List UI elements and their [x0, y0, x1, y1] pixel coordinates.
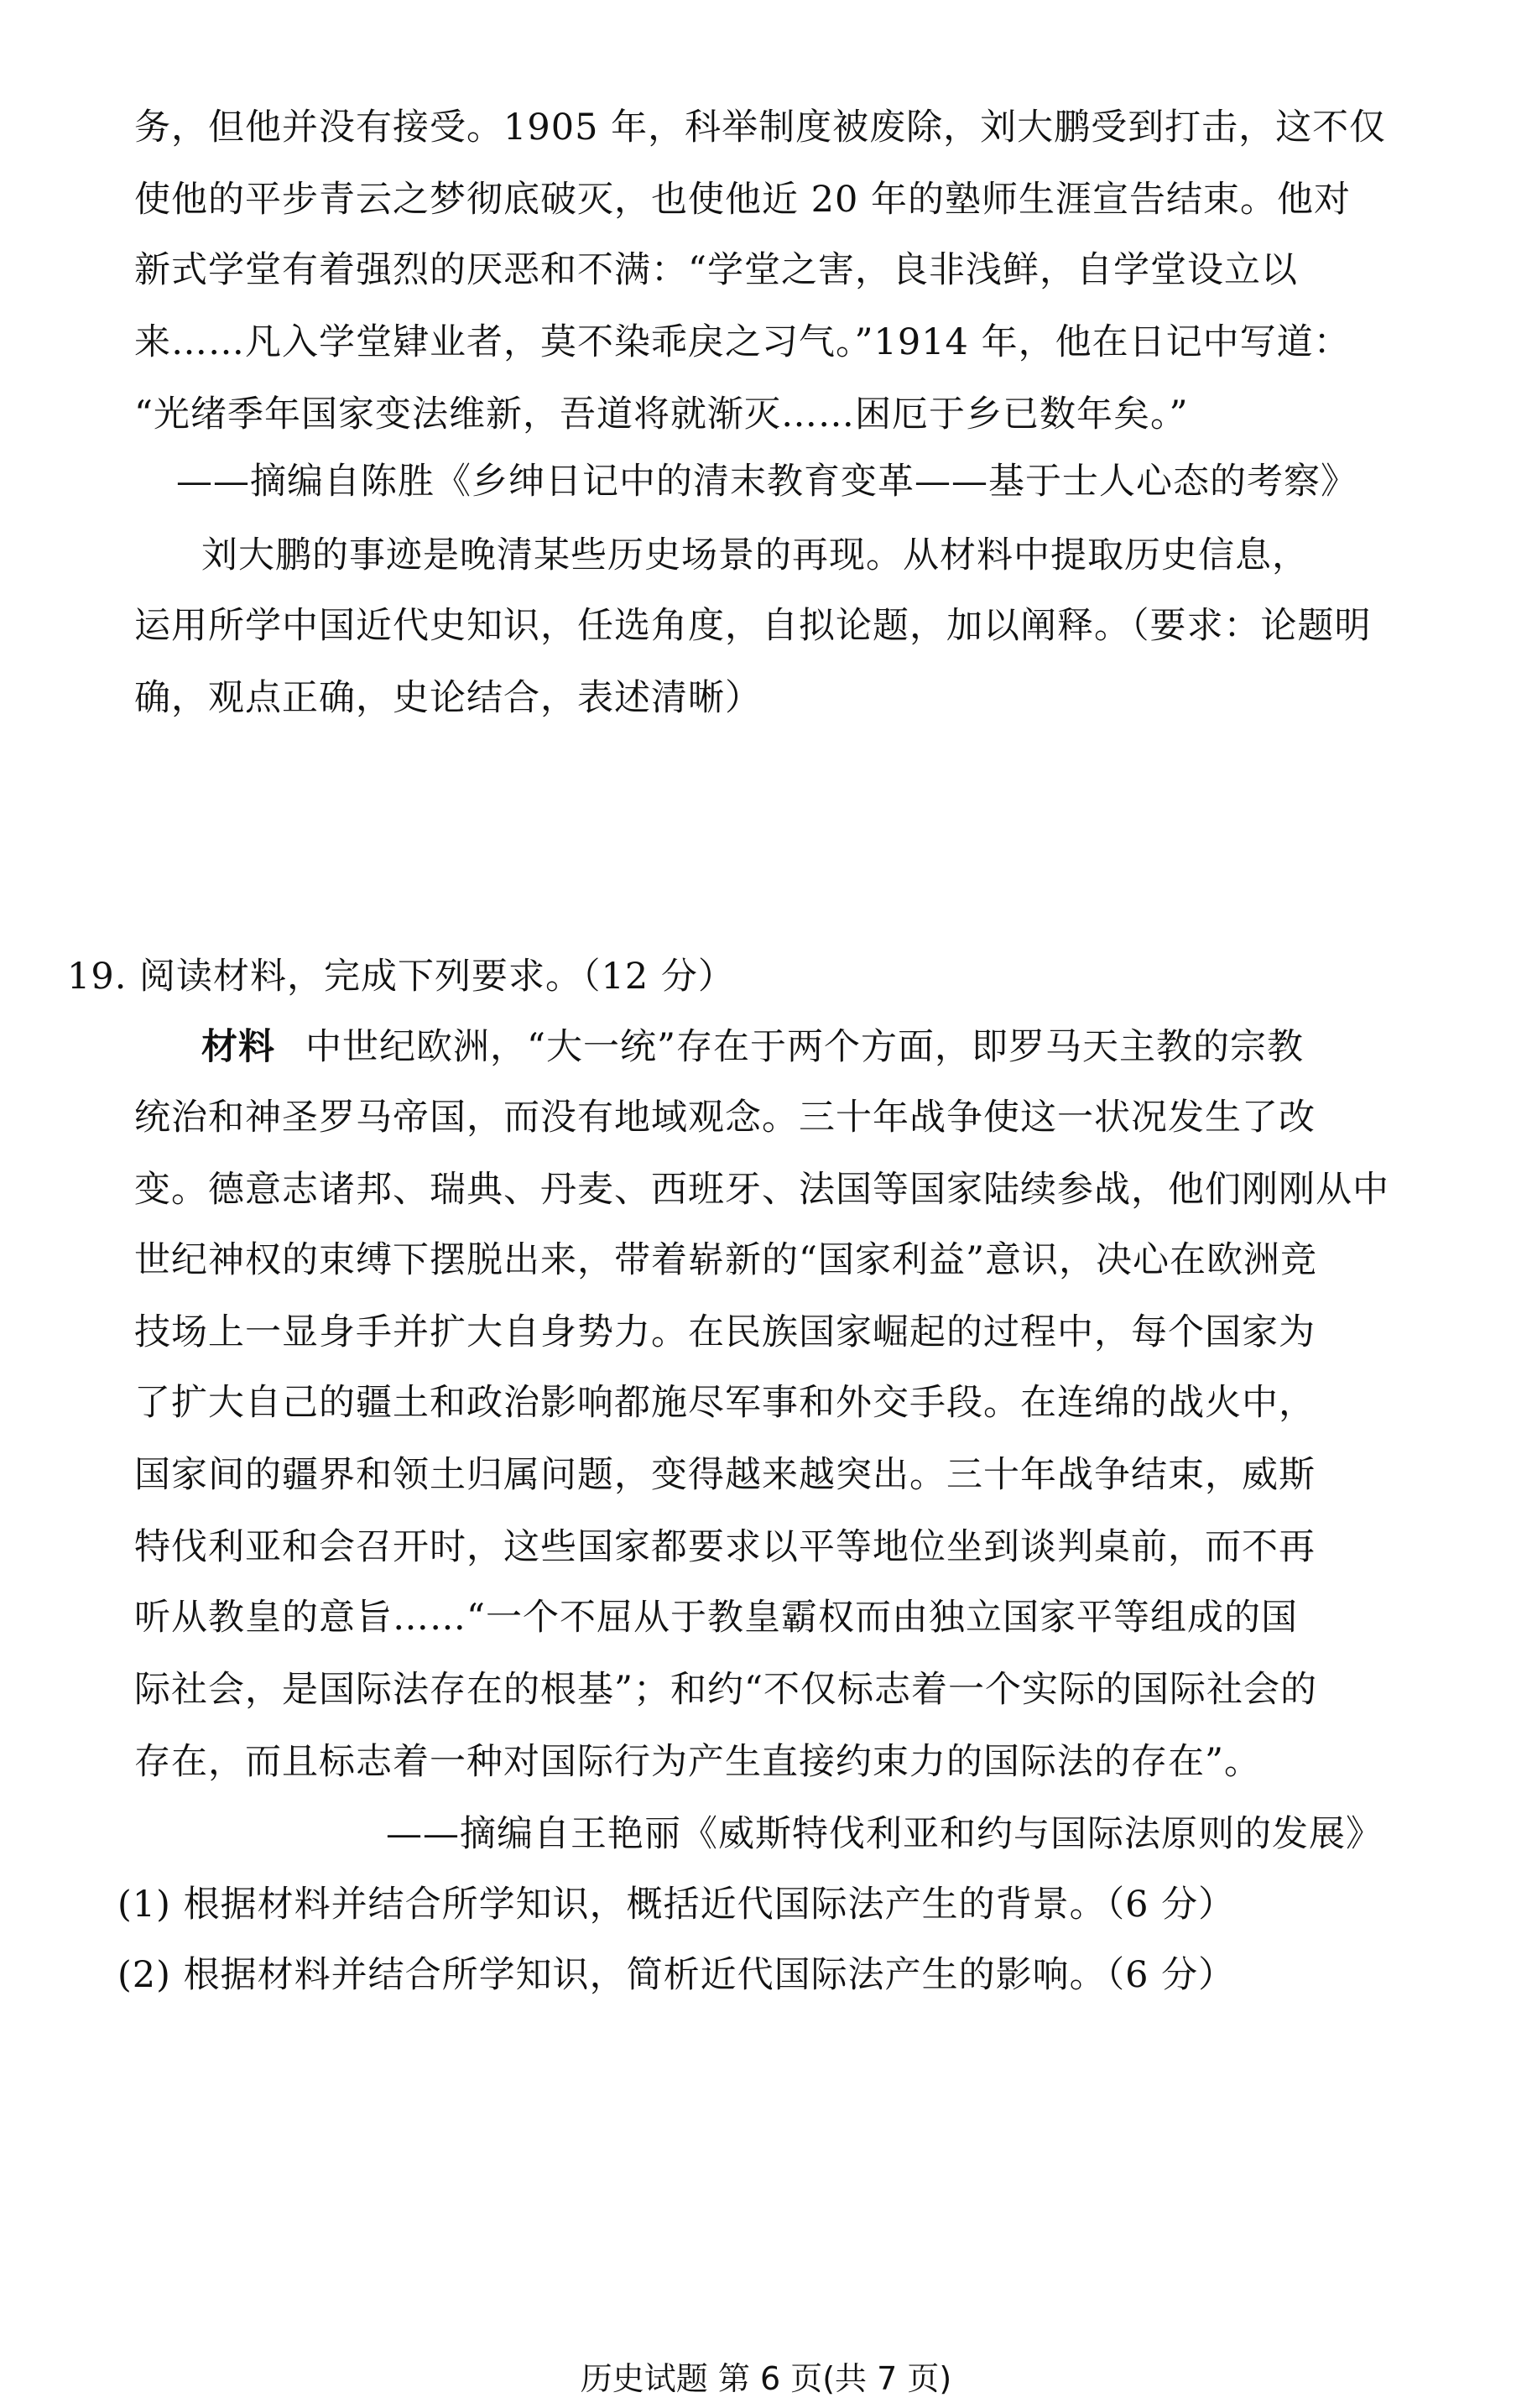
material-line: 技场上一显身手并扩大自身势力。在民族国家崛起的过程中，每个国家为 [134, 1311, 1316, 1353]
sub-question-1: (1) 根据材料并结合所学知识，概括近代国际法产生的背景。（6 分） [117, 1884, 1236, 1926]
page-footer: 历史试题 第 6 页(共 7 页) [580, 2360, 952, 2397]
sub-question-2: (2) 根据材料并结合所学知识，简析近代国际法产生的影响。（6 分） [117, 1954, 1236, 1996]
task-line: 运用所学中国近代史知识，任选角度，自拟论题，加以阐释。（要求：论题明 [134, 605, 1372, 647]
passage-line: “光绪季年国家变法维新，吾道将就渐灭……困厄于乡已数年矣。” [134, 394, 1189, 435]
material-first-line [201, 1025, 1304, 1069]
passage-line: 使他的平步青云之梦彻底破灭，也使他近 20 年的塾师生涯宣告结束。他对 [134, 179, 1352, 221]
material-line: 国家间的疆界和领土归属问题，变得越来越突出。三十年战争结束，威斯 [134, 1454, 1316, 1496]
material-line: 存在，而且标志着一种对国际行为产生直接约束力的国际法的存在”。 [134, 1741, 1261, 1783]
passage-line: 来……凡入学堂肄业者，莫不染乖戾之习气。”1914 年，他在日记中写道： [134, 321, 1351, 363]
passage-line: 务，但他并没有接受。1905 年，科举制度被废除，刘大鹏受到打击，这不仅 [134, 107, 1387, 149]
material-line: 了扩大自己的疆土和政治影响都施尽军事和外交手段。在连绵的战火中， [134, 1382, 1316, 1424]
citation: ——摘编自王艳丽《威斯特伐利亚和约与国际法原则的发展》 [386, 1813, 1383, 1855]
material-line: 际社会，是国际法存在的根基”；和约“不仅标志着一个实际的国际社会的 [134, 1669, 1317, 1711]
citation: ——摘编自陈胜《乡绅日记中的清末教育变革——基于士人心态的考察》 [176, 461, 1357, 503]
material-line: 变。德意志诸邦、瑞典、丹麦、西班牙、法国等国家陆续参战，他们刚刚从中 [134, 1169, 1389, 1211]
material-text: 中世纪欧洲，“大一统”存在于两个方面，即罗马天主教的宗教 [305, 1026, 1304, 1068]
material-label: 材料 [201, 1026, 275, 1068]
question-header: 19. 阅读材料，完成下列要求。（12 分） [67, 956, 735, 998]
material-line: 听从教皇的意旨……“一个不屈从于教皇霸权而由独立国家平等组成的国 [134, 1597, 1298, 1639]
material-line: 世纪神权的束缚下摆脱出来，带着崭新的“国家利益”意识，决心在欧洲竞 [134, 1239, 1317, 1281]
material-line: 统治和神圣罗马帝国，而没有地域观念。三十年战争使这一状况发生了改 [134, 1097, 1316, 1139]
task-line: 确，观点正确，史论结合，表述清晰） [134, 677, 762, 719]
task-line: 刘大鹏的事迹是晚清某些历史场景的再现。从材料中提取历史信息， [201, 534, 1309, 576]
passage-line: 新式学堂有着强烈的厌恶和不满：“学堂之害，良非浅鲜，自学堂设立以 [134, 249, 1298, 291]
material-line: 特伐利亚和会召开时，这些国家都要求以平等地位坐到谈判桌前，而不再 [134, 1526, 1316, 1568]
